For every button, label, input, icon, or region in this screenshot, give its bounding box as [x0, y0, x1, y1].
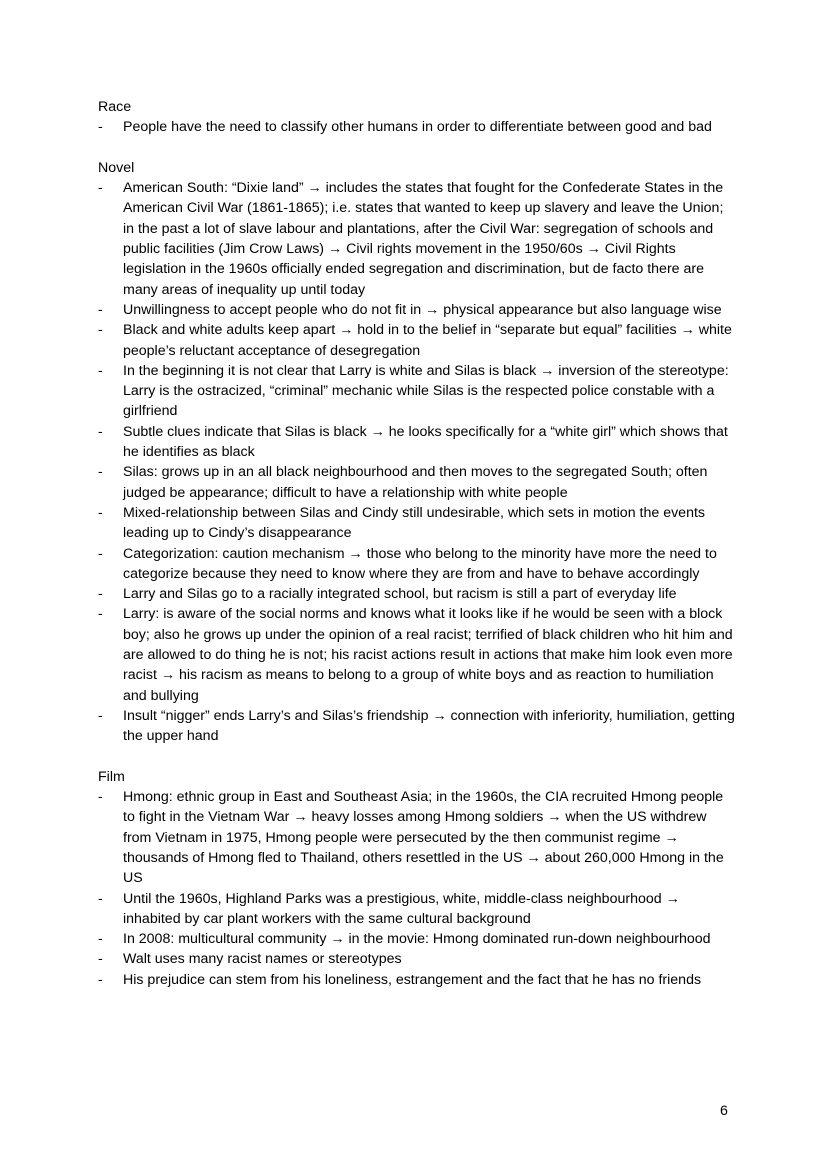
list-item-text: Until the 1960s, Highland Parks was a prestigious, white, middle-class neighbourhood → inhabited by car plant workers with the same cultural background	[123, 890, 680, 927]
list-item	[98, 178, 738, 300]
bullet-list	[98, 787, 738, 990]
bullet-dash: -	[98, 464, 103, 481]
bullet-dash: -	[98, 707, 103, 724]
bullet-dash: -	[98, 971, 103, 988]
section-film	[98, 767, 738, 990]
list-item	[98, 361, 738, 422]
list-item	[98, 970, 738, 990]
list-item-text: Insult “nigger” ends Larry’s and Silas’s friendship → connection with inferiority, humiliation, getting the upper hand	[123, 707, 735, 745]
list-item	[98, 604, 738, 705]
list-item-text: People have the need to classify other humans in order to differentiate between good and bad	[123, 119, 712, 136]
bullet-dash: -	[98, 931, 103, 948]
list-item	[98, 929, 738, 949]
page-number: 6	[720, 1103, 728, 1119]
bullet-list	[98, 178, 738, 746]
list-item	[98, 320, 738, 361]
list-item-text: Larry: is aware of the social norms and knows what it looks like if he would be seen with a block boy; also he grows up under the opinion of a real racist; terrified of black children who hit him and are allowed to do thing he is not; his racist actions result in actions that make him look even more racist → his racism as means to belong to a group of white boys and as reaction to humiliation and bullying	[123, 606, 733, 704]
list-item-text: American South: “Dixie land” → includes the states that fought for the Confederate States in the American Civil War (1861-1865); i.e. states that wanted to keep up slavery and leave the Union; in the past a lot of slave labour and plantations, after the Civil War: segregation of schools and public facilities (Jim Crow Laws) → Civil rights movement in the 1950/60s → Civil Rights legislation in the 1960s officially ended segregation and discrimination, but de facto there are many areas of inequality up until today	[123, 180, 724, 298]
bullet-dash: -	[98, 504, 103, 521]
bullet-dash: -	[98, 180, 103, 197]
bullet-dash: -	[98, 301, 103, 318]
bullet-dash: -	[98, 119, 103, 136]
list-item	[98, 544, 738, 585]
list-item-text: Larry and Silas go to a racially integrated school, but racism is still a part of everyday life	[123, 586, 677, 603]
section-heading: Race	[98, 99, 132, 115]
list-item	[98, 889, 738, 930]
section-novel	[98, 158, 738, 747]
bullet-dash: -	[98, 951, 103, 968]
list-item-text: Walt uses many racist names or stereotypes	[123, 951, 402, 968]
list-item-text: Unwillingness to accept people who do not fit in → physical appearance but also language wise	[123, 301, 722, 318]
bullet-dash: -	[98, 423, 103, 440]
list-item	[98, 422, 738, 463]
list-item	[98, 117, 738, 137]
bullet-dash: -	[98, 362, 103, 379]
document-page	[98, 97, 738, 990]
list-item	[98, 300, 738, 320]
bullet-dash: -	[98, 789, 103, 806]
list-item	[98, 462, 738, 503]
bullet-dash: -	[98, 890, 103, 907]
list-item-text: Hmong: ethnic group in East and Southeast Asia; in the 1960s, the CIA recruited Hmong people to fight in the Vietnam War → heavy losses among Hmong soldiers → when the US withdrew from Vietnam in 1975, Hmong people were persecuted by the then communist regime → thousands of Hmong fled to Thailand, others resettled in the US → about 260,000 Hmong in the US	[123, 789, 724, 887]
list-item	[98, 949, 738, 969]
list-item-text: Subtle clues indicate that Silas is black → he looks specifically for a “white girl” which shows that he identifies as black	[123, 423, 728, 461]
list-item-text: In 2008: multicultural community → in the movie: Hmong dominated run-down neighbourhood	[123, 931, 711, 948]
section-heading: Film	[98, 768, 125, 785]
list-item	[98, 706, 738, 747]
list-item-text: Black and white adults keep apart → hold in to the belief in “separate but equal” facilities → white people’s reluctant acceptance of desegregation	[123, 322, 732, 359]
list-item	[98, 503, 738, 544]
list-item-text: His prejudice can stem from his loneliness, estrangement and the fact that he has no friends	[123, 971, 702, 988]
section-heading: Novel	[98, 159, 135, 176]
list-item	[98, 787, 738, 888]
list-item-text: In the beginning it is not clear that Larry is white and Silas is black → inversion of the stereotype: Larry is the ostracized, “criminal” mechanic while Silas is the respected police constable with a girlfriend	[123, 362, 729, 420]
bullet-dash: -	[98, 586, 103, 603]
bullet-dash: -	[98, 606, 103, 623]
list-item-text: Mixed-relationship between Silas and Cindy still undesirable, which sets in motion the events leading up to Cindy’s disappearance	[123, 504, 705, 542]
list-item	[98, 584, 738, 604]
section-race	[98, 97, 738, 138]
bullet-dash: -	[98, 322, 103, 339]
list-item-text: Silas: grows up in an all black neighbourhood and then moves to the segregated South; often judged be appearance; difficult to have a relationship with white people	[123, 464, 708, 501]
bullet-list	[98, 117, 738, 137]
list-item-text: Categorization: caution mechanism → those who belong to the minority have more the need to categorize because they need to know where they are from and have to behave accordingly	[123, 545, 717, 582]
bullet-dash: -	[98, 545, 103, 562]
